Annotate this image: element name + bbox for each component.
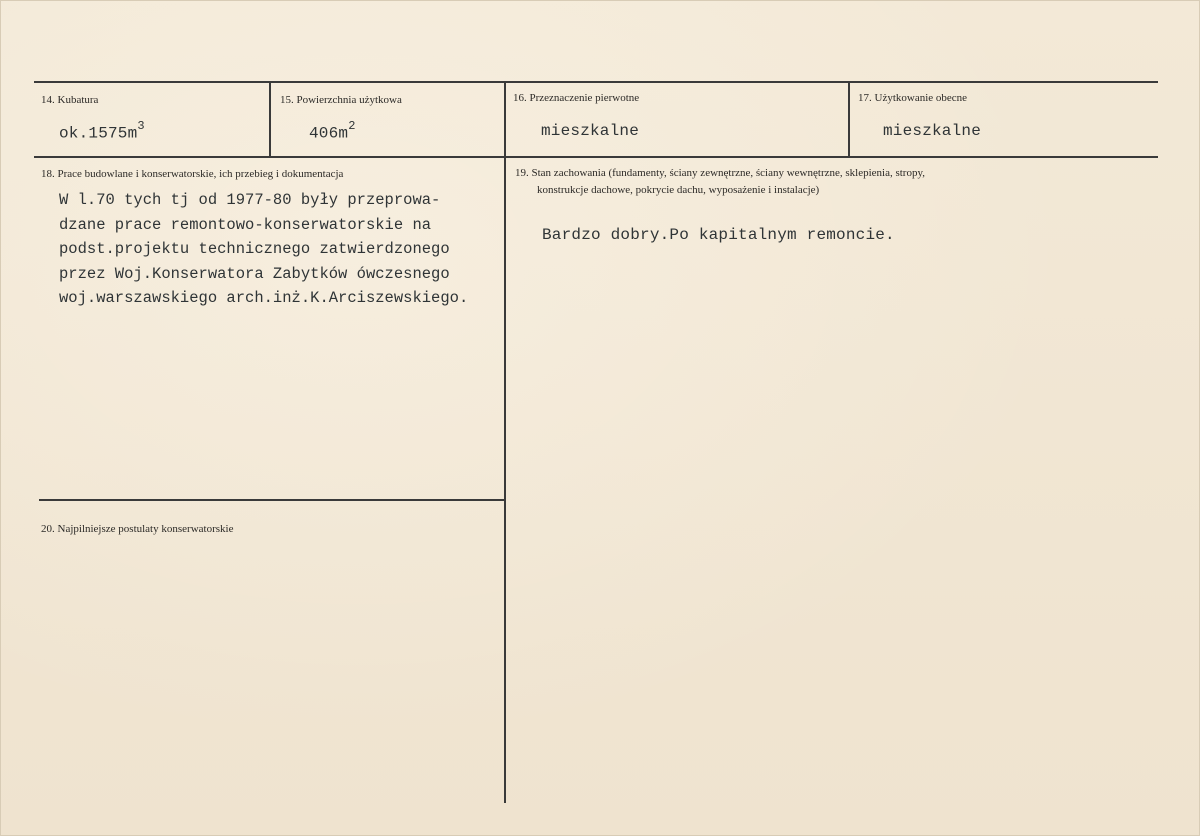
row1-bottom-rule — [34, 156, 1158, 158]
divider-16-17 — [848, 83, 850, 156]
powierzchnia-number: 406m — [309, 124, 349, 143]
prace-line: woj.warszawskiego arch.inż.K.Arciszewskiego. — [59, 289, 469, 307]
uzytkowanie-value: mieszkalne — [883, 122, 982, 140]
prace-line: W l.70 tych tj od 1977-80 były przeprowa- — [59, 191, 441, 209]
powierzchnia-exponent: 2 — [348, 119, 356, 133]
przeznaczenie-value: mieszkalne — [541, 122, 640, 140]
section18-bottom-rule — [39, 499, 506, 501]
kubatura-exponent: 3 — [137, 119, 145, 133]
top-rule — [34, 81, 1158, 83]
prace-line: przez Woj.Konserwatora Zabytków ówczesnego — [59, 264, 450, 283]
stan-value: Bardzo dobry.Po kapitalnym remoncie. — [542, 226, 895, 244]
kubatura-value — [59, 121, 145, 142]
powierzchnia-label: 15. Powierzchnia użytkowa — [280, 94, 402, 106]
prace-line: dzane prace remontowo-konserwatorskie na — [59, 215, 432, 234]
powierzchnia-value — [309, 121, 356, 142]
stan-label-line2: konstrukcje dachowe, pokrycie dachu, wyposażenie i instalacje) — [537, 184, 820, 196]
postulaty-label: 20. Najpilniejsze postulaty konserwatorskie — [41, 523, 234, 535]
kubatura-number: ok.1575m — [59, 124, 138, 143]
divider-14-15 — [269, 83, 271, 156]
kubatura-label: 14. Kubatura — [41, 94, 99, 106]
prace-text — [59, 188, 468, 311]
prace-label: 18. Prace budowlane i konserwatorskie, ich przebieg i dokumentacja — [41, 168, 344, 180]
stan-label-line1: 19. Stan zachowania (fundamenty, ściany zewnętrzne, ściany wewnętrzne, sklepienia, stropy, — [515, 167, 926, 179]
przeznaczenie-label: 16. Przeznaczenie pierwotne — [513, 92, 640, 104]
prace-line: podst.projektu technicznego zatwierdzonego — [59, 240, 450, 258]
uzytkowanie-label: 17. Użytkowanie obecne — [858, 92, 968, 104]
divider-15-16 — [504, 83, 506, 803]
